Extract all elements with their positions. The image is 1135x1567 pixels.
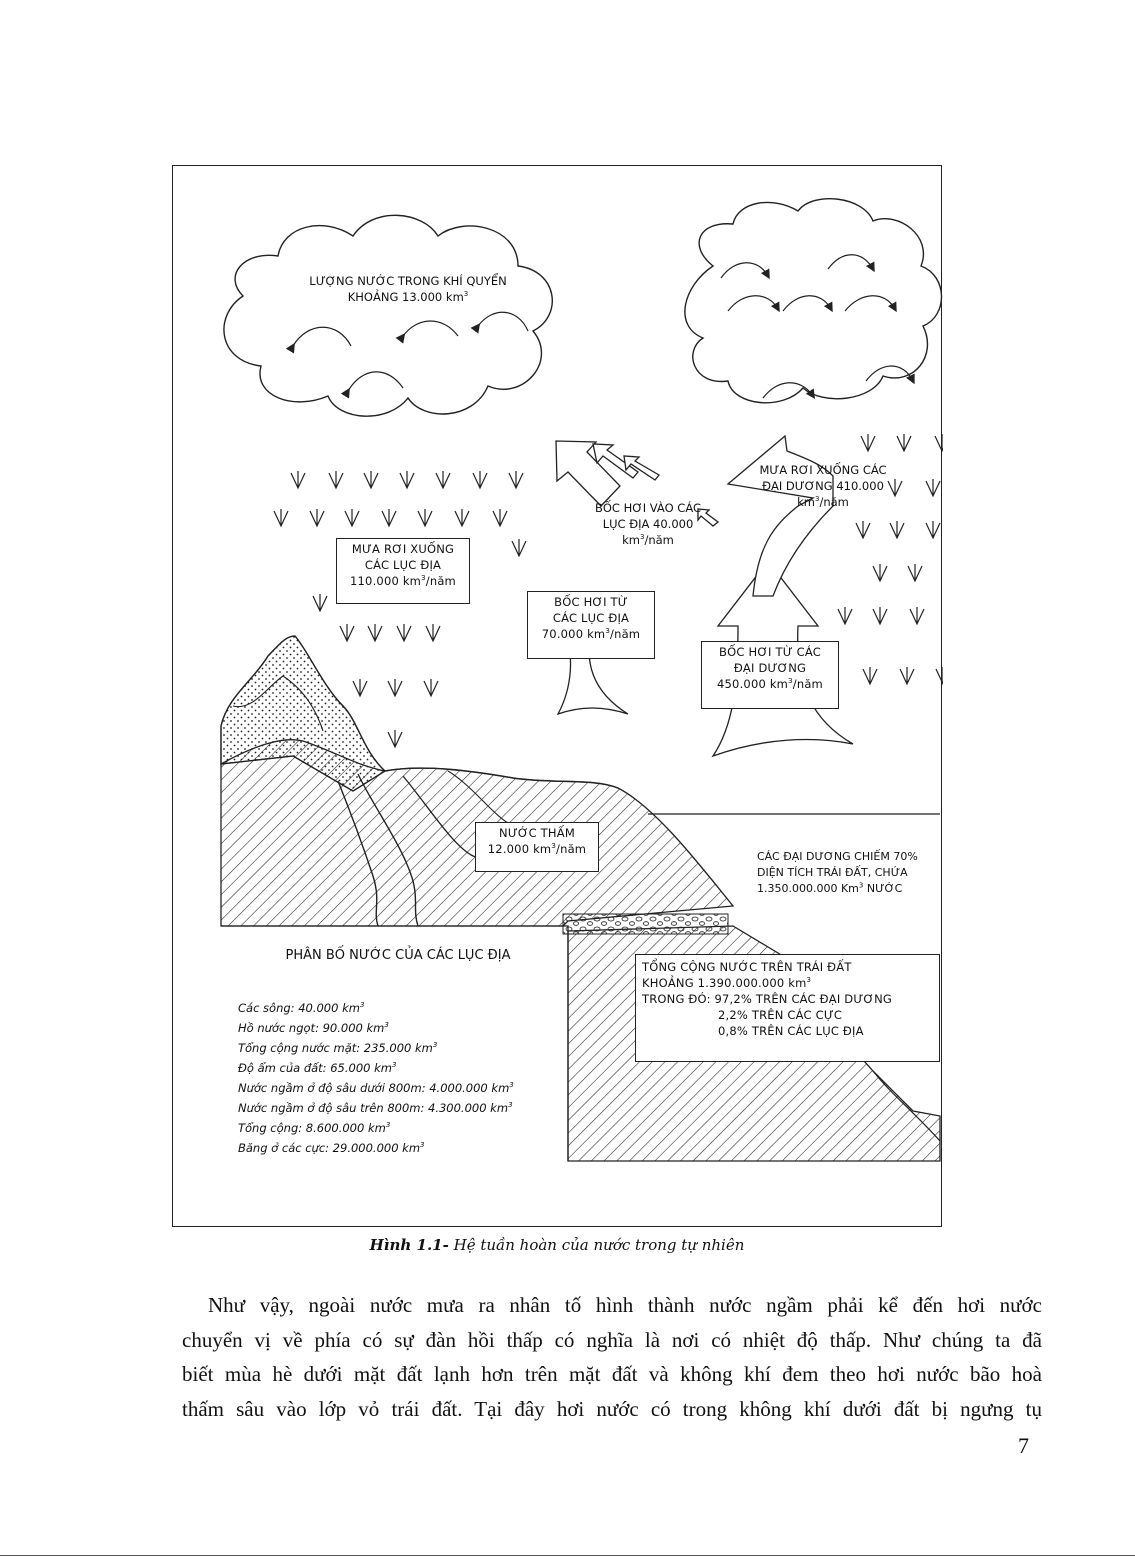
distribution-title: PHÂN BỐ NƯỚC CỦA CÁC LỤC ĐỊA [285, 948, 511, 963]
rain-land-line3: 110.000 km [350, 574, 422, 588]
atmosphere-label [283, 273, 533, 305]
infiltration-line2: 12.000 km [487, 842, 552, 856]
oceans-line2: 70% DIỆN TÍCH TRÁI ĐẤT, [757, 850, 918, 879]
caption-text: Hệ tuần hoàn của nước trong tự nhiên [453, 1236, 745, 1254]
figure-caption [172, 1236, 942, 1254]
total-line5: 0,8% TRÊN CÁC LỤC ĐỊA [718, 1024, 864, 1038]
rain-land-box [336, 538, 470, 604]
evap-from-ocean-line3-sup: 3 [788, 677, 793, 686]
atmosphere-line2-sup: 3 [463, 290, 469, 299]
oceans-line3-sup: 3 [858, 881, 864, 890]
total-line1: TỔNG CỘNG NƯỚC TRÊN TRÁI ĐẤT [642, 960, 852, 974]
infiltration-box [475, 822, 599, 872]
rain-ocean-line3-sup: 3 [814, 495, 820, 504]
evap-to-land-line2: CÁC LỤC ĐỊA [602, 501, 702, 531]
paragraph-line: Như vậy, ngoài nước mưa ra nhân tố hình thành nước ngầm phải kể đến hơi nước [208, 1293, 1042, 1317]
distribution-item: Băng ở các cực: 29.000.000 $km^3$ [238, 1141, 425, 1155]
evap-from-land-line1: BỐC HƠI TỪ [554, 595, 628, 609]
total-water-box [635, 954, 940, 1062]
paragraph-line: biết mùa hè dưới mặt đất lạnh hơn trên mặt đất và không khí đem theo hơi nước bão hoà [182, 1362, 1042, 1386]
rain-land-line3-tail: /năm [425, 574, 456, 588]
evap-to-land-line3-tail: /năm [644, 533, 674, 547]
rain-land-line3-sup: 3 [421, 574, 426, 583]
page-number: 7 [1018, 1433, 1029, 1458]
rain-to-ocean-arrow [728, 436, 833, 596]
caption-label: Hình 1.1- [369, 1236, 449, 1254]
total-line2: KHOẢNG 1.390.000.000 km [642, 976, 807, 990]
bottom-rule [0, 1555, 1135, 1556]
evap-from-land-line3-sup: 3 [605, 627, 610, 636]
rain-ocean-line3: 410.000 km [797, 479, 884, 509]
infiltration-line2-sup: 3 [551, 842, 556, 851]
evap-from-ocean-line3: 450.000 km [717, 677, 789, 691]
distribution-list [238, 998, 514, 1158]
figure-frame [172, 165, 942, 1227]
distribution-item: Hồ nước ngọt: 90.000 $km^3$ [238, 1021, 389, 1035]
sediment-layer [563, 914, 728, 934]
distribution-item: Tổng cộng: 8.600.000 $km^3$ [238, 1121, 391, 1135]
infiltration-line1: NƯỚC THẤM [499, 826, 575, 840]
paragraph-line: thấm sâu vào lớp vỏ trái đất. Tại đây hơi nước có trong không khí dưới đất bị ngưng tụ [182, 1396, 1042, 1421]
evap-to-land-line3-sup: 3 [639, 533, 645, 542]
evap-from-ocean-line2: ĐẠI DƯƠNG [733, 661, 807, 675]
atmosphere-cloud [224, 215, 552, 416]
distribution-item: Tổng cộng nước mặt: 235.000 $km^3$ [238, 1041, 438, 1055]
atmosphere-line1: LƯỢNG NƯỚC TRONG KHÍ QUYỂN [309, 274, 507, 288]
evap-from-land-box [527, 591, 655, 659]
oceans-line4: NƯỚC [866, 882, 903, 895]
distribution-item: Các sông: 40.000 $km^3$ [238, 1001, 365, 1015]
evap-from-land-line3-tail: /năm [610, 627, 641, 641]
rain-ocean-label [758, 462, 888, 510]
evap-to-land-line3: 40.000 km [622, 517, 694, 547]
rain-ocean-line2: CÁC ĐẠI DƯƠNG [762, 463, 887, 493]
total-line3: TRONG ĐÓ: 97,2% TRÊN CÁC ĐẠI DƯƠNG [642, 992, 892, 1006]
oceans-line3: CHỨA 1.350.000.000 Km [757, 866, 908, 895]
paragraph-line: chuyển vị về phía có sự đàn hồi thấp có nghĩa là nơi có nhiệt độ thấp. Như chúng ta đã [182, 1327, 1042, 1352]
distribution-item: Độ ẩm của đất: 65.000 $km^3$ [238, 1061, 397, 1075]
total-line2-sup: 3 [806, 976, 812, 985]
evap-from-land-line3: 70.000 km [541, 627, 606, 641]
evap-from-ocean-line3-tail: /năm [792, 677, 823, 691]
oceans-line1: CÁC ĐẠI DƯƠNG CHIẾM [757, 850, 890, 863]
body-paragraph [182, 1288, 1042, 1426]
rain-ocean-line3-tail: /năm [819, 495, 849, 509]
oceans-label [757, 849, 932, 897]
evap-from-ocean-line1: BỐC HƠI TỪ CÁC [719, 645, 821, 659]
ocean-cloud [685, 199, 942, 403]
rain-land-line2: CÁC LỤC ĐỊA [364, 558, 442, 572]
evap-from-ocean-box [701, 641, 839, 709]
infiltration-line2-tail: /năm [556, 842, 587, 856]
atmosphere-line2: KHOẢNG 13.000 km [347, 290, 464, 304]
rain-ocean-line1: MƯA RƠI XUỐNG [759, 463, 860, 477]
distribution-item: Nước ngầm ở độ sâu trên 800m: 4.300.000 $km^3$ [238, 1101, 513, 1115]
evap-from-land-line2: CÁC LỤC ĐỊA [552, 611, 630, 625]
total-line4: 2,2% TRÊN CÁC CỰC [718, 1008, 843, 1022]
distribution-item: Nước ngầm ở độ sâu dưới 800m: 4.000.000 $km^3$ [238, 1081, 514, 1095]
evap-to-land-line1: BỐC HƠI VÀO [594, 501, 674, 515]
evap-to-land-label [593, 500, 703, 548]
rain-land-line1: MƯA RƠI XUỐNG [351, 542, 455, 556]
